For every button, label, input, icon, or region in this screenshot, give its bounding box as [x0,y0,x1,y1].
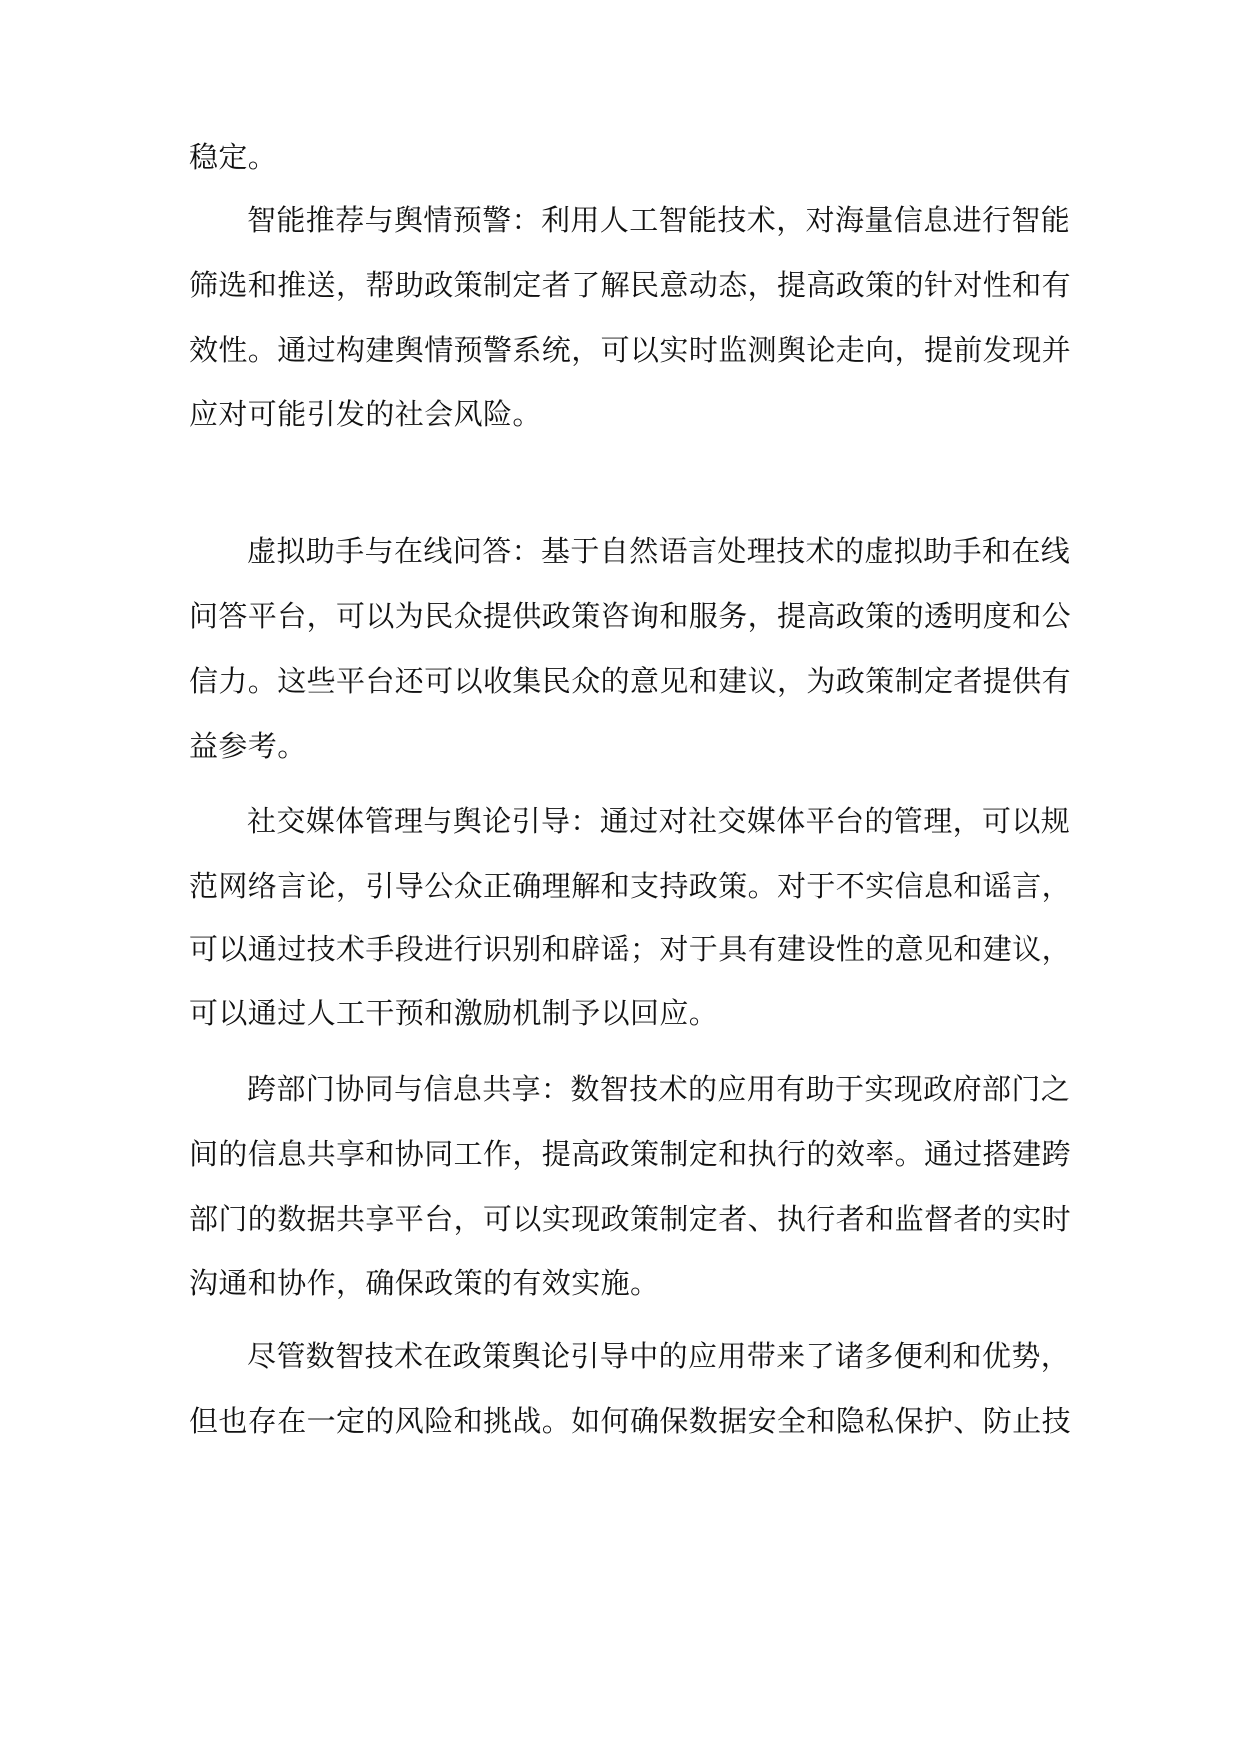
text-line: 沟通和协作，确保政策的有效实施。 [189,1266,660,1300]
text-line: 稳定。 [189,140,278,174]
text-line: 但也存在一定的风险和挑战。如何确保数据安全和隐私保护、防止技 [189,1404,1072,1438]
paragraph-start-line: 跨部门协同与信息共享：数智技术的应用有助于实现政府部门之 [247,1072,1071,1106]
text-line: 部门的数据共享平台，可以实现政策制定者、执行者和监督者的实时 [189,1202,1072,1236]
text-line: 可以通过人工干预和激励机制予以回应。 [189,996,719,1030]
paragraph-start-line: 虚拟助手与在线问答：基于自然语言处理技术的虚拟助手和在线 [247,534,1071,568]
paragraph-start-line: 社交媒体管理与舆论引导：通过对社交媒体平台的管理，可以规 [247,804,1071,838]
paragraph-start-line: 尽管数智技术在政策舆论引导中的应用带来了诸多便利和优势， [247,1339,1071,1373]
text-line: 间的信息共享和协同工作，提高政策制定和执行的效率。通过搭建跨 [189,1137,1072,1171]
text-line: 效性。通过构建舆情预警系统，可以实时监测舆论走向，提前发现并 [189,333,1072,367]
text-line: 益参考。 [189,729,307,763]
text-line: 信力。这些平台还可以收集民众的意见和建议，为政策制定者提供有 [189,664,1072,698]
text-line: 问答平台，可以为民众提供政策咨询和服务，提高政策的透明度和公 [189,599,1072,633]
paragraph-start-line: 智能推荐与舆情预警：利用人工智能技术，对海量信息进行智能 [247,203,1071,237]
text-line: 范网络言论，引导公众正确理解和支持政策。对于不实信息和谣言， [189,869,1072,903]
text-line: 可以通过技术手段进行识别和辟谣；对于具有建设性的意见和建议， [189,932,1072,966]
text-line: 应对可能引发的社会风险。 [189,397,542,431]
text-line: 筛选和推送，帮助政策制定者了解民意动态，提高政策的针对性和有 [189,268,1072,302]
